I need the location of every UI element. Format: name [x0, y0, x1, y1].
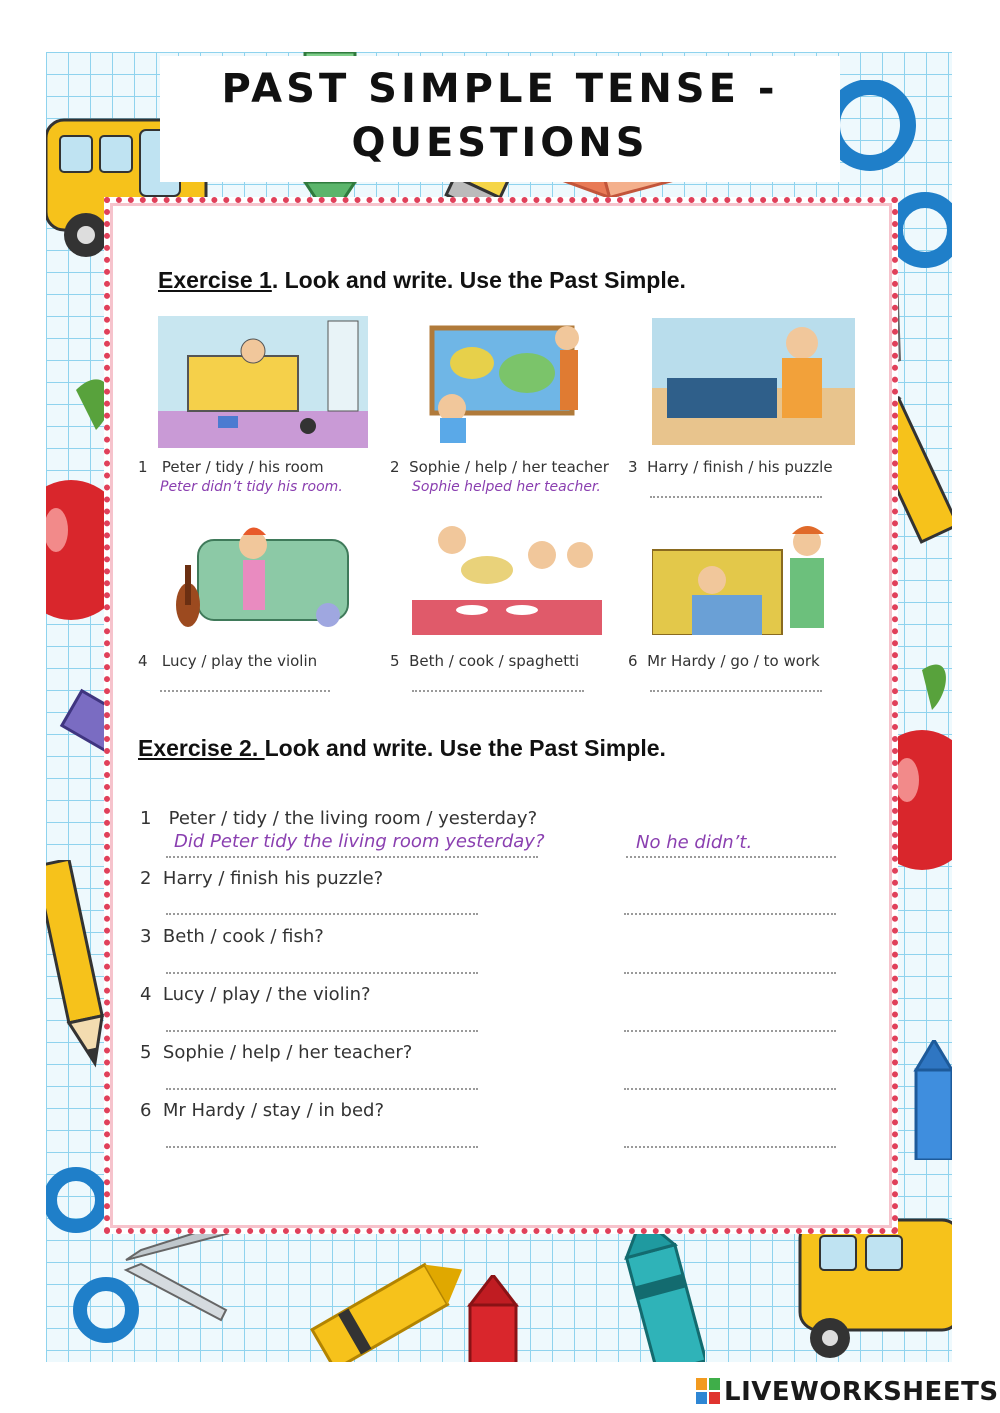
picture-spaghetti-dinner: [412, 515, 602, 635]
ex2-item-6-prompt: 6 Mr Hardy / stay / in bed?: [140, 1100, 385, 1121]
ex2-item-5-question-line[interactable]: [166, 1088, 478, 1090]
ex1-item-4-answer-line[interactable]: [160, 690, 330, 692]
ex2-item-6-question-line[interactable]: [166, 1146, 478, 1148]
exercise-1-instruction: . Look and write. Use the Past Simple.: [271, 267, 686, 293]
crayon-blue-icon: [910, 1040, 952, 1160]
ex1-item-3-answer-line[interactable]: [650, 496, 822, 498]
ex1-item-6-prompt: 6 Mr Hardy / go / to work: [628, 652, 820, 670]
ex1-item-2-answer: Sophie helped her teacher.: [412, 479, 601, 495]
liveworksheets-brand: LIVEWORKSHEETS: [724, 1377, 999, 1407]
exercise-1-heading: [158, 267, 686, 294]
picture-messy-bedroom: [158, 316, 368, 448]
crayon-yellow-icon: [300, 1250, 470, 1362]
ex2-item-4-question-line[interactable]: [166, 1030, 478, 1032]
ex2-item-3-question-line[interactable]: [166, 972, 478, 974]
ex2-item-2-question-line[interactable]: [166, 913, 478, 915]
picture-puzzle: [652, 318, 855, 445]
page-title: [160, 62, 840, 170]
ex2-item-3-prompt: 3 Beth / cook / fish?: [140, 926, 324, 947]
ex2-item-5-short-line[interactable]: [624, 1088, 836, 1090]
liveworksheets-logo-icon: [696, 1378, 720, 1404]
ex2-item-1-prompt: 1 Peter / tidy / the living room / yesterday?: [140, 808, 538, 829]
title-line-1: PAST SIMPLE TENSE -: [221, 66, 779, 112]
exercise-2-label: Exercise 2.: [138, 735, 265, 761]
ex2-item-6-short-line[interactable]: [624, 1146, 836, 1148]
picture-violin-sofa: [158, 515, 368, 635]
crayon-red-icon: [458, 1275, 528, 1362]
ex2-item-3-short-line[interactable]: [624, 972, 836, 974]
ex2-item-1-short-answer: No he didn’t.: [636, 832, 753, 853]
ex2-item-4-prompt: 4 Lucy / play / the violin?: [140, 984, 371, 1005]
ex1-item-6-answer-line[interactable]: [650, 690, 822, 692]
ex1-item-5-answer-line[interactable]: [412, 690, 584, 692]
ex2-item-1-question: Did Peter tidy the living room yesterday?: [174, 831, 545, 852]
ex1-item-2-prompt: 2 Sophie / help / her teacher: [390, 458, 609, 476]
exercise-2-instruction: Look and write. Use the Past Simple.: [264, 735, 666, 761]
ex2-item-2-short-line[interactable]: [624, 913, 836, 915]
title-line-2: QUESTIONS: [351, 120, 649, 166]
picture-sick-in-bed: [652, 520, 857, 635]
ex2-item-5-prompt: 5 Sophie / help / her teacher?: [140, 1042, 413, 1063]
pencil-left-icon: [46, 860, 106, 1070]
picture-world-map: [412, 318, 602, 443]
exercise-1-label: Exercise 1: [158, 267, 272, 293]
exercise-2-heading: [138, 735, 666, 762]
ex1-item-1-prompt: 1 Peter / tidy / his room: [138, 458, 324, 476]
ex2-item-1-question-line: [166, 856, 538, 858]
ex2-item-2-prompt: 2 Harry / finish his puzzle?: [140, 868, 384, 889]
ex1-item-3-prompt: 3 Harry / finish / his puzzle: [628, 458, 833, 476]
ex2-item-1-short-line: [626, 856, 836, 858]
ex1-item-5-prompt: 5 Beth / cook / spaghetti: [390, 652, 580, 670]
ex1-item-1-answer: Peter didn’t tidy his room.: [160, 479, 343, 495]
ex2-item-4-short-line[interactable]: [624, 1030, 836, 1032]
ex1-item-4-prompt: 4 Lucy / play the violin: [138, 652, 318, 670]
